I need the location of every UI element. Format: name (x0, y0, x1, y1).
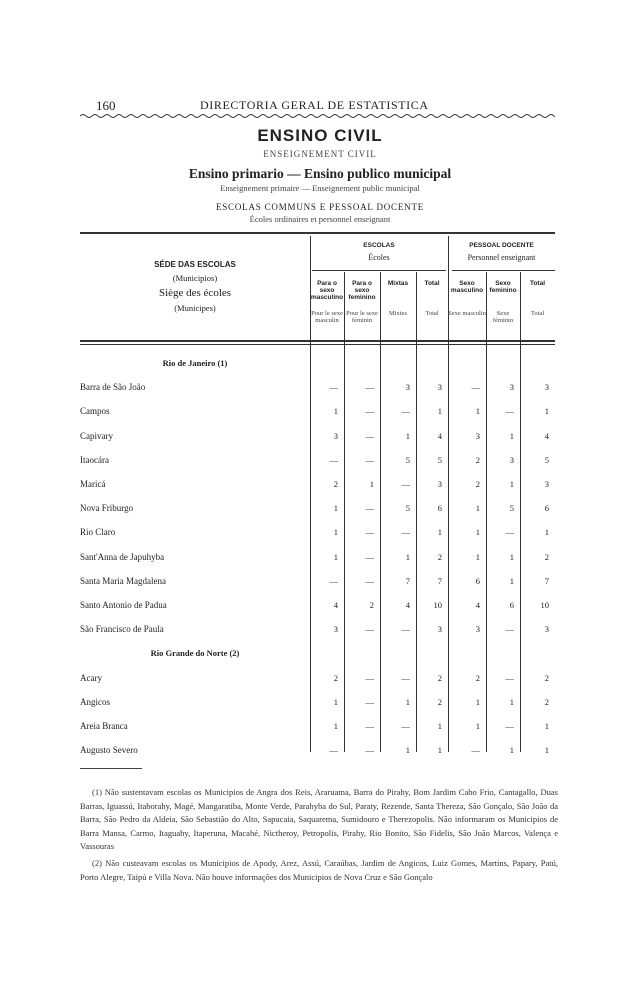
table-cell: 3 (509, 382, 514, 393)
table-cell: 2 (475, 672, 480, 683)
table-cell: 5 (509, 503, 514, 514)
municipio-name: Campos (80, 406, 110, 417)
page-title-fr: ENSEIGNEMENT CIVIL (263, 149, 377, 159)
column-header: Total (529, 280, 546, 287)
page-number: 160 (96, 98, 116, 113)
table-cell: 1 (333, 406, 338, 417)
table-cell: 4 (544, 430, 549, 441)
column-header: Para o sexo masculino (310, 280, 344, 301)
table-cell: 1 (333, 527, 338, 538)
footnote-rule (80, 768, 142, 769)
table-cell: — (365, 672, 374, 683)
table-cell: 1 (509, 745, 514, 756)
table-cell: 3 (437, 479, 442, 489)
table-cell: 1 (369, 479, 374, 489)
header-bottom-rule (80, 340, 555, 342)
table-cell: — (365, 551, 374, 562)
table-cell: — (329, 454, 338, 465)
table-cell: 4 (333, 600, 338, 610)
table-cell: 1 (405, 430, 410, 441)
table-top-rule (80, 232, 555, 234)
table-cell: 1 (544, 406, 549, 417)
section-title: Ensino primario — Ensino publico municipal (188, 166, 452, 181)
table-cell: 3 (475, 430, 480, 441)
table-cell: 1 (475, 406, 480, 417)
table-cell: 5 (544, 454, 549, 465)
column-header: Mixtas (387, 280, 409, 287)
table-cell: — (365, 406, 374, 417)
table-cell: — (505, 721, 514, 731)
table-cell: 2 (437, 551, 442, 562)
municipio-name: Acary (80, 672, 102, 683)
table-cell: 6 (544, 503, 549, 514)
table-cell: 7 (437, 575, 442, 586)
table-cell: 3 (544, 382, 549, 393)
table-cell: 2 (544, 696, 549, 707)
group-header-pessoal-fr: Personnel enseignant (467, 253, 536, 262)
table-cell: — (365, 624, 374, 635)
stub-title-fr: Siège des écoles (158, 287, 232, 299)
column-header-fr: Total (530, 310, 545, 317)
section-title-fr: Enseignement primaire — Enseignement public municipal (220, 183, 420, 193)
table-cell: 4 (405, 600, 410, 610)
table-cell: 1 (437, 406, 442, 417)
table-cell: — (365, 527, 374, 538)
table-cell: 1 (437, 527, 442, 538)
stub-title-sub: (Municipios) (172, 273, 218, 283)
municipio-name: Rio Claro (80, 527, 116, 538)
table-cell: 2 (333, 479, 338, 489)
table-cell: 1 (405, 745, 410, 756)
table-cell: 1 (333, 503, 338, 514)
footnote-2: (2) Não custeavam escolas os Municipios de Apody, Arez, Assú, Caraúbas, Jardim de Angicos, Luiz Gomes, Martins, Papary, Patú, Porto Alegre, Taipú e Villa Nova. Não houve informações dos Municipios de Nova Cruz e São Gonçalo (80, 858, 558, 882)
table-cell: — (401, 624, 410, 635)
table-cell: — (505, 672, 514, 683)
table-cell: — (505, 406, 514, 417)
table-cell: 5 (437, 454, 442, 465)
table-cell: 3 (509, 454, 514, 465)
table-cell: 5 (405, 454, 410, 465)
table-cell: 3 (544, 624, 549, 635)
table-cell: 1 (475, 527, 480, 538)
stub-title-fr-sub: (Municipes) (174, 303, 216, 313)
table-cell: 1 (544, 721, 549, 731)
footnote-1: (1) Não sustentavam escolas os Municipios de Angra dos Reis, Araruama, Barra do Pirahy, Bom Jardim Cabo Frio, Cantagallo, Duas Barras, Iguassú, Itaborahy, Magé, Mangaratiba, Monte Verde, Parahyba do Sul, Paraty, Rezende, Santa Thereza, São Gonçalo, São João da Barra, São Pedro da Aldeia, São Sebastião do Alto, Sapucaia, Saquarema, Sumidouro e Therezopolis. Não informaram os Municipios de Barra Mansa, Carmo, Itaguahy, Itaperuna, Macahé, Nictheroy, Petropolis, Pirahy, Rio Bonito, São Fidelis, São João Marcos, Valença e Vassouras (80, 787, 558, 851)
page-title: ENSINO CIVIL (257, 126, 383, 145)
state-heading: Rio Grande do Norte (2) (150, 648, 240, 659)
table-cell: — (365, 503, 374, 514)
table-cell: 2 (333, 672, 338, 683)
municipio-name: Augusto Severo (80, 745, 138, 756)
column-header-fr: Mixtes (388, 310, 408, 317)
table-cell: 2 (437, 696, 442, 707)
table-cell: 10 (433, 600, 442, 610)
group-rule-escolas (312, 270, 446, 271)
table-cell: 4 (475, 600, 480, 610)
wavy-rule (80, 112, 555, 120)
group-header-escolas: ESCOLAS (363, 242, 395, 249)
column-header: Sexo feminino (489, 280, 517, 294)
table-cell: 1 (333, 696, 338, 707)
table-cell: — (329, 575, 338, 586)
table-cell: 3 (544, 479, 549, 489)
table-cell: 6 (437, 503, 442, 514)
group-header-escolas-fr: Écoles (368, 253, 390, 262)
group-rule-pessoal (452, 270, 555, 271)
table-cell: — (329, 382, 338, 393)
table-cell: 6 (509, 600, 514, 610)
municipio-name: Itaocára (80, 454, 109, 465)
table-cell: 3 (333, 430, 338, 441)
table-cell: 3 (333, 624, 338, 635)
stub-header (80, 260, 310, 313)
table-cell: 1 (509, 479, 514, 489)
municipio-name: Maricá (80, 479, 106, 489)
table-cell: 1 (405, 551, 410, 562)
table-cell: — (365, 721, 374, 731)
table-cell: 1 (437, 721, 442, 731)
table-cell: 3 (405, 382, 410, 393)
municipio-name: Santo Antonio de Padua (80, 600, 167, 610)
table-cell: — (471, 745, 480, 756)
column-header: Para o sexo feminino (348, 280, 376, 301)
header-bottom-rule-2 (80, 344, 555, 345)
table-cell: — (365, 575, 374, 586)
table-cell: 7 (405, 575, 410, 586)
table-cell: 1 (475, 551, 480, 562)
table-cell: 1 (437, 745, 442, 756)
table-cell: 1 (475, 696, 480, 707)
table-cell: 7 (544, 575, 549, 586)
table-cell: 1 (509, 551, 514, 562)
state-heading: Rio de Janeiro (1) (162, 358, 228, 368)
column-header-fr: Pour le sexe féminin (346, 310, 378, 324)
table-cell: 1 (475, 721, 480, 731)
table-cell: — (365, 430, 374, 441)
table-cell: — (471, 382, 480, 393)
table-cell: 2 (544, 551, 549, 562)
table-cell: — (365, 454, 374, 465)
table-cell: — (365, 382, 374, 393)
municipio-name: Angicos (80, 696, 110, 707)
table-cell: — (401, 527, 410, 538)
table-cell: 2 (437, 672, 442, 683)
column-header: Sexo masculino (450, 280, 484, 294)
table-cell: 10 (540, 600, 549, 610)
municipio-name: Santa Maria Magdalena (80, 575, 166, 586)
table-cell: 2 (475, 454, 480, 465)
table-cell: 1 (509, 696, 514, 707)
municipio-name: Areia Branca (80, 721, 128, 731)
table-cell: 1 (333, 721, 338, 731)
table-cell: — (401, 721, 410, 731)
municipio-name: Barra de São João (80, 382, 146, 393)
table-cell: 3 (437, 624, 442, 635)
table-title: ESCOLAS COMMUNS E PESSOAL DOCENTE (215, 202, 425, 212)
column-header-fr: Sexe féminin (492, 310, 514, 324)
table-cell: 2 (544, 672, 549, 683)
table-cell: 1 (544, 527, 549, 538)
table-cell: 5 (405, 503, 410, 514)
column-header: Total (424, 280, 440, 287)
column-header-fr: Pour le sexe masculin (311, 310, 343, 324)
table-cell: — (505, 624, 514, 635)
table-cell: 1 (333, 551, 338, 562)
table-cell: 3 (475, 624, 480, 635)
stub-title: SÉDE DAS ESCOLAS (154, 260, 236, 269)
table-cell: — (505, 527, 514, 538)
table-cell: 1 (405, 696, 410, 707)
table-cell: — (365, 696, 374, 707)
table-cell: — (401, 479, 410, 489)
running-title: DIRECTORIA GERAL DE ESTATISTICA (200, 98, 429, 112)
table-cell: — (329, 745, 338, 756)
table-title-fr: Écoles ordinaires et personnel enseignant (249, 214, 391, 224)
table-cell: — (365, 745, 374, 756)
municipio-name: Capivary (80, 430, 113, 441)
table-cell: 2 (369, 600, 374, 610)
table-cell: 1 (509, 430, 514, 441)
statistics-table (80, 232, 555, 756)
municipio-name: São Francisco de Paula (80, 624, 164, 635)
table-cell: 1 (544, 745, 549, 756)
table-cell: 1 (509, 575, 514, 586)
table-cell: 1 (475, 503, 480, 514)
municipio-name: Nova Friburgo (80, 503, 134, 514)
municipio-name: Sant'Anna de Japuhyba (80, 551, 165, 562)
column-header-fr: Sexe masculin (448, 310, 486, 317)
table-cell: 3 (437, 382, 442, 393)
table-cell: 2 (475, 479, 480, 489)
table-cell: — (401, 672, 410, 683)
group-header-pessoal: PESSOAL DOCENTE (469, 242, 534, 249)
table-cell: — (401, 406, 410, 417)
column-header-fr: Total (425, 310, 439, 317)
table-cell: 4 (437, 430, 442, 441)
table-cell: 6 (475, 575, 480, 586)
